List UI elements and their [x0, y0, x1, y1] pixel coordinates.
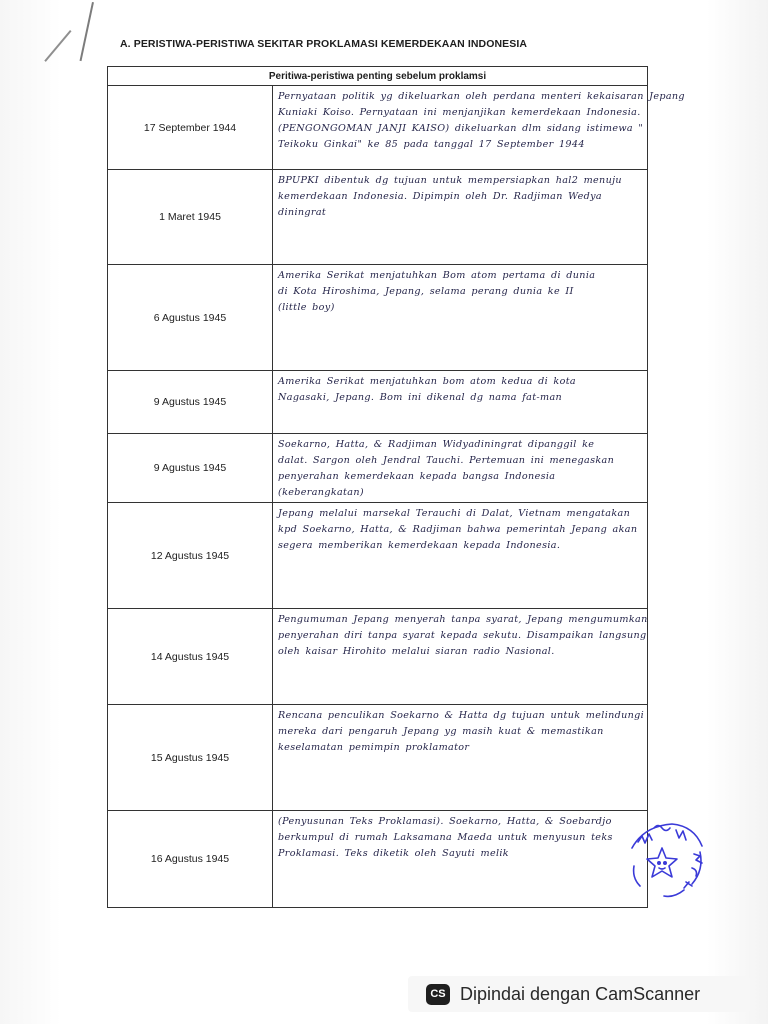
- handwritten-line: Amerika Serikat menjatuhkan bom atom kedua di kota: [278, 376, 576, 387]
- handwritten-line: (PENGONGOMAN JANJI KAISO) dikeluarkan dlm sidang istimewa ": [278, 123, 644, 134]
- table-row: [108, 86, 648, 170]
- table-row: [108, 434, 648, 503]
- handwritten-line: berkumpul di rumah Laksamana Maeda untuk menyusun teks: [278, 832, 613, 843]
- handwritten-line: diningrat: [278, 207, 327, 218]
- handwritten-line: Proklamasi. Teks diketik oleh Sayuti melik: [278, 848, 509, 859]
- event-date: 16 Agustus 1945: [108, 811, 273, 908]
- event-date: 6 Agustus 1945: [108, 265, 273, 371]
- handwritten-line: Amerika Serikat menjatuhkan Bom atom pertama di dunia: [278, 270, 596, 281]
- event-description: [273, 705, 648, 811]
- event-description: [273, 811, 648, 908]
- event-date: 17 September 1944: [108, 86, 273, 170]
- handwritten-line: penyerahan kemerdekaan kepada bangsa Indonesia: [278, 471, 556, 482]
- table-row: [108, 170, 648, 265]
- handwritten-line: oleh kaisar Hirohito melalui siaran radio Nasional.: [278, 646, 555, 657]
- handwritten-line: Jepang melalui marsekal Terauchi di Dalat, Vietnam mengatakan: [278, 508, 631, 519]
- event-description: [273, 265, 648, 371]
- table-body: [108, 86, 685, 908]
- handwritten-line: Kuniaki Koiso. Pernyataan ini menjanjikan kemerdekaan Indonesia.: [278, 107, 641, 118]
- handwritten-line: Nagasaki, Jepang. Bom ini dikenal dg nama fat-man: [278, 392, 563, 403]
- table-row: [108, 503, 648, 609]
- camscanner-watermark: [408, 976, 750, 1012]
- handwritten-line: di Kota Hiroshima, Jepang, selama perang dunia ke II: [278, 286, 574, 297]
- handwritten-line: (little boy): [278, 302, 335, 313]
- handwritten-line: Rencana penculikan Soekarno & Hatta dg tujuan untuk melindungi: [278, 710, 645, 721]
- event-date: 15 Agustus 1945: [108, 705, 273, 811]
- section-title: A. PERISTIWA-PERISTIWA SEKITAR PROKLAMASI KEMERDEKAAN INDONESIA: [120, 38, 528, 50]
- table-row: [108, 609, 648, 705]
- table-header: Peritiwa-peristiwa penting sebelum proklamsi: [108, 67, 648, 86]
- table-row: [108, 811, 648, 908]
- event-date: 9 Agustus 1945: [108, 371, 273, 434]
- event-description: [273, 503, 648, 609]
- event-date: 1 Maret 1945: [108, 170, 273, 265]
- camscanner-logo-icon: CS: [426, 984, 450, 1005]
- handwritten-line: kpd Soekarno, Hatta, & Radjiman bahwa pemerintah Jepang akan: [278, 524, 638, 535]
- event-description: [273, 170, 648, 265]
- signature-stamp: [614, 808, 710, 904]
- handwritten-line: kemerdekaan Indonesia. Dipimpin oleh Dr. Radjiman Wedya: [278, 191, 602, 202]
- table-row: [108, 265, 648, 371]
- event-description: [273, 609, 648, 705]
- handwritten-line: (keberangkatan): [278, 487, 364, 498]
- handwritten-line: penyerahan diri tanpa syarat kepada sekutu. Disampaikan langsung: [278, 630, 647, 641]
- handwritten-line: BPUPKI dibentuk dg tujuan untuk mempersiapkan hal2 menuju: [278, 175, 622, 186]
- handwritten-line: Teikoku Ginkai" ke 85 pada tanggal 17 September 1944: [278, 139, 585, 150]
- event-description: [273, 86, 685, 170]
- table-row: [108, 705, 648, 811]
- event-description: [273, 371, 648, 434]
- event-date: 14 Agustus 1945: [108, 609, 273, 705]
- event-description: [273, 434, 648, 503]
- events-table: [107, 66, 685, 908]
- handwritten-line: dalat. Sargon oleh Jendral Tauchi. Pertemuan ini menegaskan: [278, 455, 615, 466]
- handwritten-line: segera memberikan kemerdekaan kepada Indonesia.: [278, 540, 561, 551]
- handwritten-line: Pengumuman Jepang menyerah tanpa syarat, Jepang mengumumkan: [278, 614, 648, 625]
- handwritten-line: keselamatan pemimpin proklamator: [278, 742, 470, 753]
- event-date: 12 Agustus 1945: [108, 503, 273, 609]
- watermark-text: Dipindai dengan CamScanner: [460, 983, 701, 1004]
- handwritten-line: mereka dari pengaruh Jepang yg masih kuat & memastikan: [278, 726, 604, 737]
- event-date: 9 Agustus 1945: [108, 434, 273, 503]
- table-row: [108, 371, 648, 434]
- handwritten-line: Soekarno, Hatta, & Radjiman Widyadiningrat dipanggil ke: [278, 439, 595, 450]
- handwritten-line: Pernyataan politik yg dikeluarkan oleh perdana menteri kekaisaran Jepang: [278, 91, 685, 102]
- handwritten-line: (Penyusunan Teks Proklamasi). Soekarno, Hatta, & Soebardjo: [278, 816, 612, 827]
